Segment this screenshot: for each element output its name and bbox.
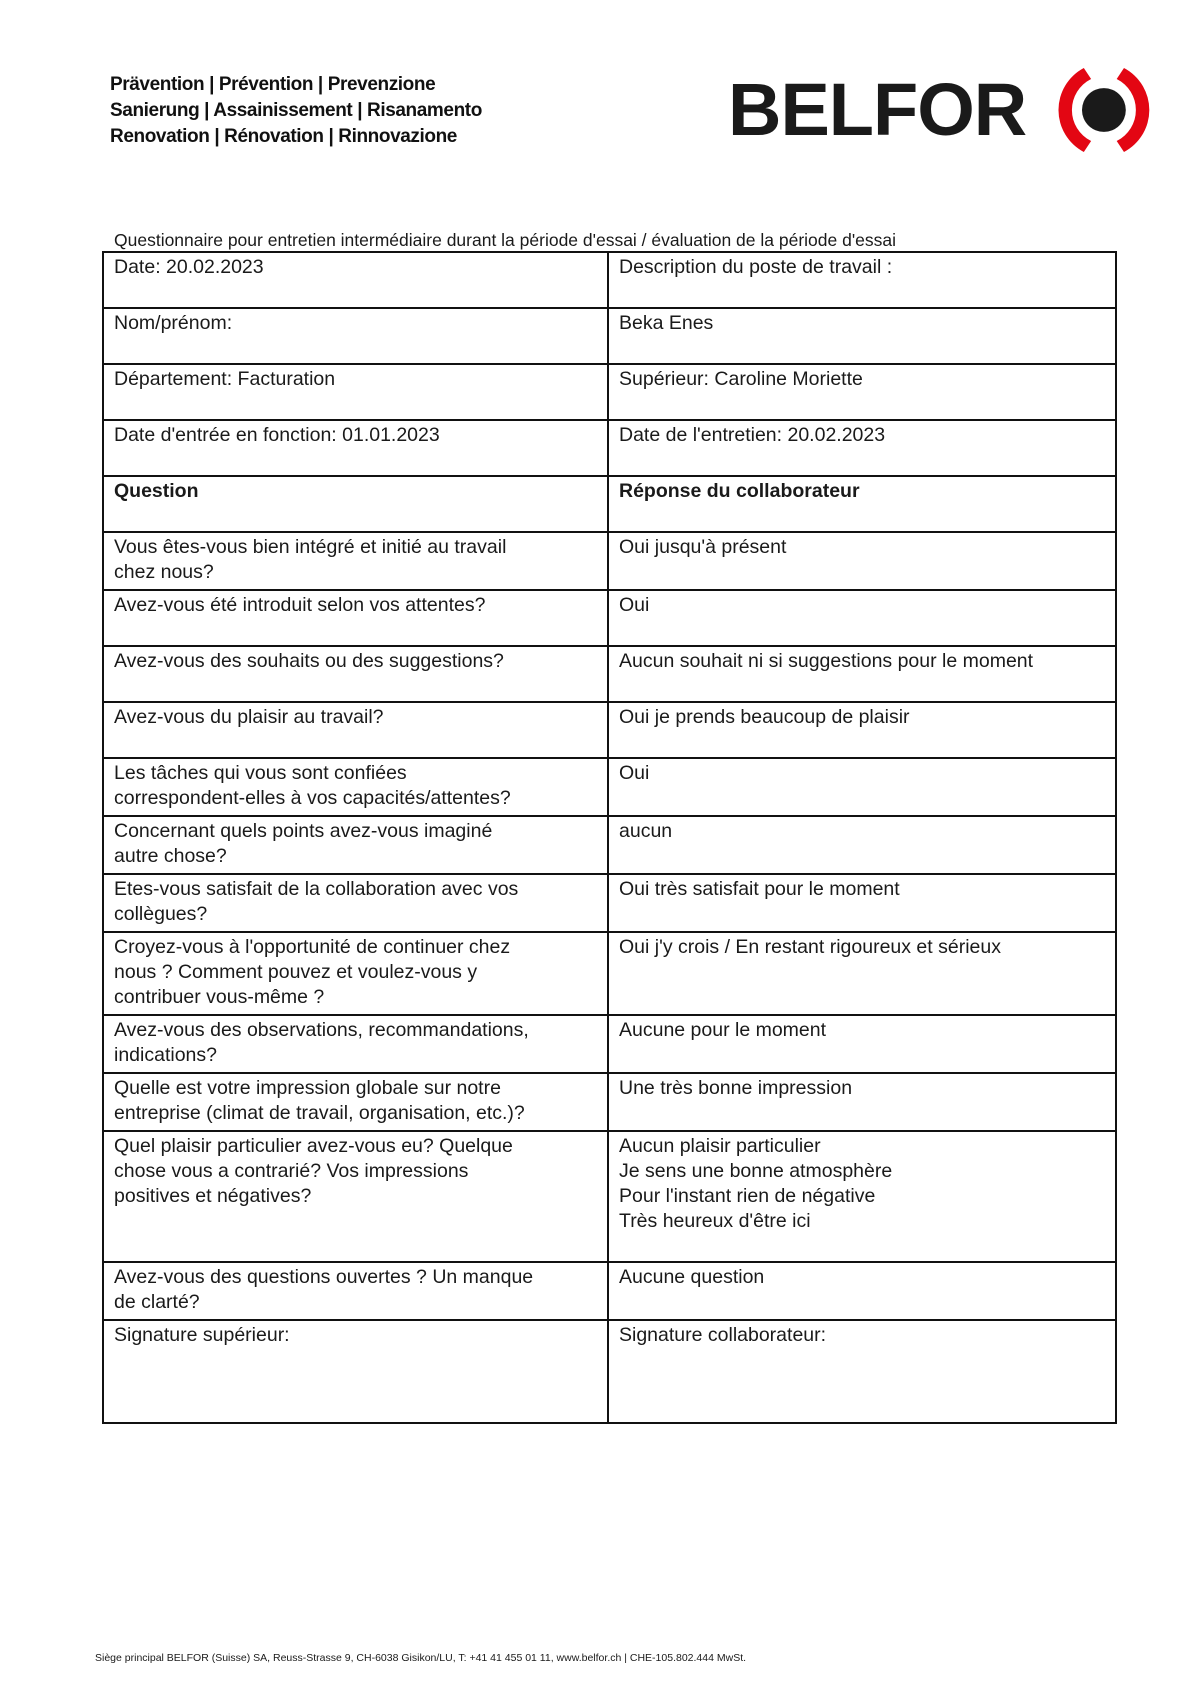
question-header: Question [103,476,608,532]
footer-address: Siège principal BELFOR (Suisse) SA, Reuss-Strasse 9, CH-6038 Gisikon/LU, T: +41 41 455 01 11, www.belfor.ch | CHE-105.802.444 MwSt. [95,1652,747,1664]
document-title: Questionnaire pour entretien intermédiaire durant la période d'essai / évaluation de la période d'essai [114,230,897,250]
question-text: Quel plaisir particulier avez-vous eu? Quelque [114,1135,513,1157]
table-header-row [103,476,1116,532]
question-cell [103,816,608,874]
answer-cell [608,1073,1116,1131]
table-row [103,532,1116,590]
name-value-cell: Beka Enes [608,308,1116,364]
question-text: de clarté? [114,1291,200,1313]
question-text: collègues? [114,903,208,925]
belfor-logo [728,60,1168,160]
answer-text: aucun [619,820,673,842]
answer-text: Aucune pour le moment [619,1019,827,1041]
answer-cell [608,816,1116,874]
table-row [103,1015,1116,1073]
question-text: chose vous a contrarié? Vos impressions [114,1160,469,1182]
question-text: nous ? Comment pouvez et voulez-vous y [114,961,478,983]
table-row [103,758,1116,816]
answer-cell [608,1262,1116,1320]
table-row [103,1131,1116,1262]
company-tagline [110,72,482,150]
question-text: Vous êtes-vous bien intégré et initié au travail [114,536,507,558]
question-text: Concernant quels points avez-vous imaginé [114,820,493,842]
question-text: Avez-vous des souhaits ou des suggestions? [114,650,504,672]
answer-text: Oui [619,594,650,616]
logo-wordmark: BELFOR [728,68,1027,151]
answer-cell [608,702,1116,758]
tagline-line: Prävention | Prévention | Prevenzione [110,74,436,95]
logo-target-icon [1040,60,1168,160]
question-cell [103,874,608,932]
question-cell [103,1073,608,1131]
table-row [103,420,1116,476]
answer-text: Oui jusqu'à présent [619,536,787,558]
question-text: Avez-vous des observations, recommandations, [114,1019,529,1041]
answer-cell [608,646,1116,702]
table-row [103,646,1116,702]
table-row [103,364,1116,420]
answer-cell [608,590,1116,646]
interview-date-cell: Date de l'entretien: 20.02.2023 [608,420,1116,476]
answer-text: Oui très satisfait pour le moment [619,878,900,900]
table-row [103,590,1116,646]
answer-text: Je sens une bonne atmosphère [619,1160,893,1182]
answer-cell [608,758,1116,816]
question-text: Avez-vous des questions ouvertes ? Un manque [114,1266,534,1288]
date-cell: Date: 20.02.2023 [103,252,608,308]
answer-header: Réponse du collaborateur [608,476,1116,532]
question-cell [103,932,608,1015]
question-text: autre chose? [114,845,227,867]
question-text: entreprise (climat de travail, organisation, etc.)? [114,1102,525,1124]
question-cell [103,1262,608,1320]
name-label-cell: Nom/prénom: [103,308,608,364]
question-text: contribuer vous-même ? [114,986,325,1008]
questionnaire-table [102,251,1117,1424]
question-cell [103,758,608,816]
question-text: Etes-vous satisfait de la collaboration avec vos [114,878,519,900]
question-text: Avez-vous été introduit selon vos attentes? [114,594,486,616]
question-cell [103,1015,608,1073]
signature-supervisor-field[interactable]: Signature supérieur: [103,1320,608,1423]
table-row [103,874,1116,932]
table-row [103,816,1116,874]
answer-text: Pour l'instant rien de négative [619,1185,876,1207]
answer-text: Aucune question [619,1266,765,1288]
answer-text: Oui je prends beaucoup de plaisir [619,706,910,728]
answer-text: Une très bonne impression [619,1077,853,1099]
answer-text: Aucun souhait ni si suggestions pour le moment [619,650,1034,672]
table-row [103,932,1116,1015]
question-cell [103,1131,608,1262]
answer-cell [608,1015,1116,1073]
answer-cell [608,932,1116,1015]
answer-cell [608,874,1116,932]
answer-text: Oui [619,762,650,784]
table-row [103,1262,1116,1320]
question-text: correspondent-elles à vos capacités/attentes? [114,787,511,809]
question-text: Quelle est votre impression globale sur notre [114,1077,501,1099]
question-text: positives et négatives? [114,1185,312,1207]
question-text: Croyez-vous à l'opportunité de continuer chez [114,936,511,958]
table-row [103,1073,1116,1131]
question-cell [103,702,608,758]
answer-cell [608,532,1116,590]
entry-date-cell: Date d'entrée en fonction: 01.01.2023 [103,420,608,476]
question-cell [103,590,608,646]
answer-cell [608,1131,1116,1262]
question-cell [103,646,608,702]
tagline-line: Renovation | Rénovation | Rinnovazione [110,126,457,147]
tagline-line: Sanierung | Assainissement | Risanamento [110,100,482,121]
answer-text: Très heureux d'être ici [619,1210,811,1232]
supervisor-cell: Supérieur: Caroline Moriette [608,364,1116,420]
department-cell: Département: Facturation [103,364,608,420]
table-row [103,252,1116,308]
job-description-cell: Description du poste de travail : [608,252,1116,308]
signature-row [103,1320,1116,1423]
question-text: Avez-vous du plaisir au travail? [114,706,384,728]
question-text: chez nous? [114,561,214,583]
answer-text: Oui j'y crois / En restant rigoureux et sérieux [619,936,1001,958]
logo-dot [1082,88,1126,132]
question-cell [103,532,608,590]
answer-text: Aucun plaisir particulier [619,1135,821,1157]
table-row [103,308,1116,364]
signature-employee-field[interactable]: Signature collaborateur: [608,1320,1116,1423]
table-row [103,702,1116,758]
question-text: Les tâches qui vous sont confiées [114,762,407,784]
question-text: indications? [114,1044,217,1066]
